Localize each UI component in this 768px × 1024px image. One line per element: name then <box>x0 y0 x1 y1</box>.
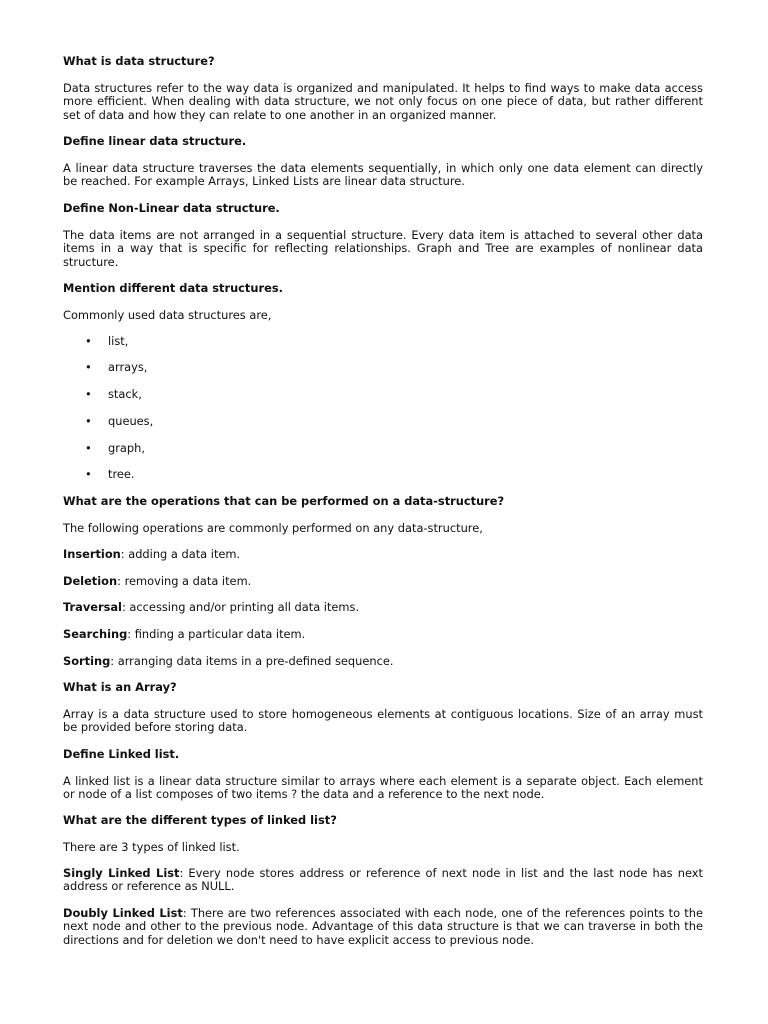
paragraph-array-definition: Array is a data structure used to store homogeneous elements at contiguous locations. Size of an array must be provided before storing data. <box>63 707 703 735</box>
linked-list-type-item <box>63 907 703 947</box>
operation-item <box>63 655 703 668</box>
operation-item <box>63 601 703 614</box>
linked-list-type-term: Singly Linked List <box>63 866 180 880</box>
heading-linear-data-structure: Define linear data structure. <box>63 134 247 148</box>
list-item-label: stack, <box>108 387 142 401</box>
linked-list-type-description: : Every node stores address or reference of next node in list and the last node has next address or reference as NULL. <box>63 866 703 894</box>
linked-list-type-term: Doubly Linked List <box>63 906 183 920</box>
bullet-icon: • <box>85 334 92 348</box>
list-item-label: tree. <box>108 467 135 481</box>
bullet-icon: • <box>85 441 92 455</box>
heading-non-linear-data-structure: Define Non-Linear data structure. <box>63 201 280 215</box>
list-item <box>85 442 145 455</box>
operation-term: Insertion <box>63 547 121 561</box>
heading-different-data-structures: Mention different data structures. <box>63 281 283 295</box>
paragraph-operations-intro: The following operations are commonly performed on any data-structure, <box>63 521 483 535</box>
list-item <box>85 388 142 401</box>
operation-term: Sorting <box>63 654 111 668</box>
list-item-label: arrays, <box>108 360 148 374</box>
operation-description: : arranging data items in a pre-defined sequence. <box>110 654 394 668</box>
heading-data-structure-operations: What are the operations that can be performed on a data-structure? <box>63 494 505 508</box>
list-item <box>85 468 135 481</box>
operation-term: Traversal <box>63 600 122 614</box>
list-item-label: queues, <box>108 414 154 428</box>
linked-list-type-item <box>63 867 703 894</box>
operation-description: : finding a particular data item. <box>127 627 306 641</box>
operation-description: : accessing and/or printing all data items. <box>121 600 360 614</box>
list-item <box>85 415 153 428</box>
paragraph-data-structures-intro: Commonly used data structures are, <box>63 308 272 322</box>
paragraph-linked-list-definition: A linked list is a linear data structure similar to arrays where each element is a separate object. Each element or node of a list composes of two items ? the data and a reference to the next node. <box>63 774 703 802</box>
bullet-icon: • <box>85 360 92 374</box>
heading-what-is-data-structure: What is data structure? <box>63 54 215 68</box>
paragraph-non-linear-data-structure: The data items are not arranged in a sequential structure. Every data item is attached to several other data items in a way that is specific for reflecting relationships. Graph and Tree are examples of nonlinear data structure. <box>63 228 703 269</box>
paragraph-linked-list-types-intro: There are 3 types of linked list. <box>63 840 240 854</box>
heading-linked-list: Define Linked list. <box>63 747 180 761</box>
operation-description: : removing a data item. <box>117 574 252 588</box>
list-item-label: list, <box>108 334 129 348</box>
operation-description: : adding a data item. <box>120 547 241 561</box>
linked-list-type-description: : There are two references associated with each node, one of the references points to the next node and other to the previous node. Advantage of this data structure is that we can traverse in both the directions and for deletion we don't need to have explicit access to previous node. <box>63 906 703 947</box>
operation-item <box>63 548 703 561</box>
operation-term: Deletion <box>63 574 118 588</box>
bullet-icon: • <box>85 414 92 428</box>
list-item <box>85 335 128 348</box>
operation-item <box>63 628 703 641</box>
list-item-label: graph, <box>108 441 145 455</box>
heading-what-is-array: What is an Array? <box>63 680 177 694</box>
operation-item <box>63 575 703 588</box>
paragraph-data-structure-definition: Data structures refer to the way data is organized and manipulated. It helps to find ways to make data access more efficient. When dealing with data structure, we not only focus on one piece of data, but rather different set of data and how they can relate to one another in an organized manner. <box>63 81 703 122</box>
list-item <box>85 361 147 374</box>
bullet-icon: • <box>85 467 92 481</box>
heading-linked-list-types: What are the different types of linked list? <box>63 813 337 827</box>
bullet-icon: • <box>85 387 92 401</box>
operation-term: Searching <box>63 627 128 641</box>
paragraph-linear-data-structure: A linear data structure traverses the data elements sequentially, in which only one data element can directly be reached. For example Arrays, Linked Lists are linear data structure. <box>63 161 703 189</box>
